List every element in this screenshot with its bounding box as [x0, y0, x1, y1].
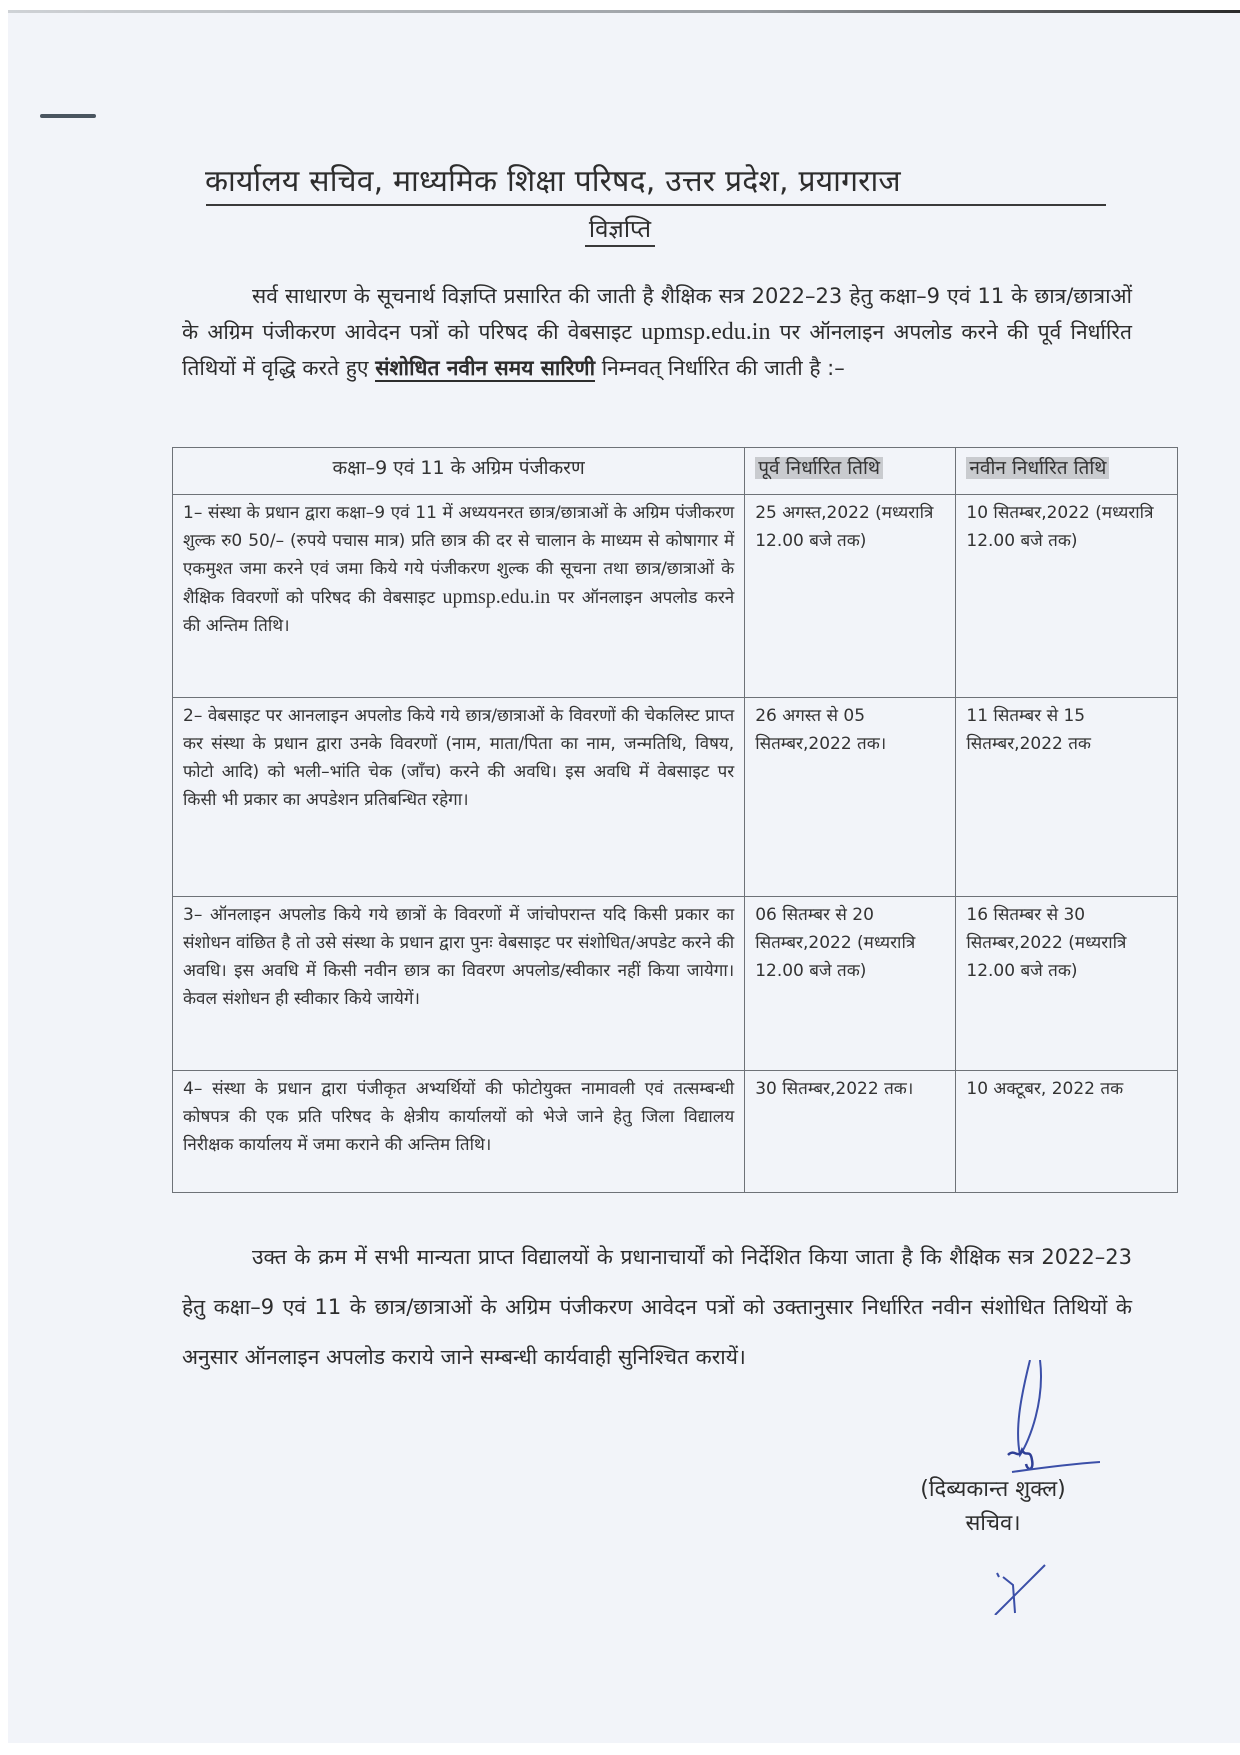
signatory-designation: सचिव।	[965, 1511, 1021, 1536]
header-previous-date: पूर्व निर्धारित तिथि	[745, 448, 956, 495]
closing-text: उक्त के क्रम में सभी मान्यता प्राप्त विद्यालयों के प्रधानाचार्यों को निर्देशित किया जाता है कि शैक्षिक सत्र 2022–23 हेतु कक्षा–9 एवं 11 के छात्र/छात्राओं के अग्रिम पंजीकरण आवेदन पत्रों को उक्तानुसार निर्धारित नवीन संशोधित तिथियों के अनुसार ऑनलाइन अपलोड कराये जाने सम्बन्धी कार्यवाही सुनिश्चित करायें।	[182, 1245, 1132, 1369]
header-registration-activity: कक्षा–9 एवं 11 के अग्रिम पंजीकरण	[173, 448, 745, 495]
scan-top-margin	[0, 0, 1240, 10]
initials-mark-icon	[985, 1555, 1055, 1615]
previous-date-cell: 06 सितम्बर से 20 सितम्बर,2022 (मध्यरात्रि 12.00 बजे तक)	[745, 897, 956, 1071]
table-header-row	[173, 448, 1178, 495]
scan-bottom-margin	[0, 1743, 1240, 1755]
activity-description: 2– वेबसाइट पर आनलाइन अपलोड किये गये छात्र/छात्राओं के विवरणों की चेकलिस्ट प्राप्त कर संस्था के प्रधान द्वारा उनके विवरणों (नाम, माता/पिता का नाम, जन्मतिथि, विषय, फोटो आदि) को भली–भांति चेक (जॉंच) करने की अवधि। इस अवधि में वेबसाइट पर किसी भी प्रकार का अपडेशन प्रतिबन्धित रहेगा।	[173, 698, 745, 897]
notice-heading-text: विज्ञप्ति	[585, 215, 655, 247]
punch-mark	[40, 114, 96, 118]
table-row	[173, 698, 1178, 897]
registration-schedule-table	[172, 447, 1178, 1193]
new-date-cell: 16 सितम्बर से 30 सितम्बर,2022 (मध्यरात्रि 12.00 बजे तक)	[956, 897, 1178, 1071]
new-date-cell: 11 सितम्बर से 15 सितम्बर,2022 तक	[956, 698, 1178, 897]
activity-description: 4– संस्था के प्रधान द्वारा पंजीकृत अभ्यर्थियों की फोटोयुक्त नामावली एवं तत्सम्बन्धी कोषपत्र की एक प्रति परिषद के क्षेत्रीय कार्यालयों को भेजे जाने हेतु जिला विद्यालय निरीक्षक कार्यालय में जमा कराने की अन्तिम तिथि।	[173, 1071, 745, 1193]
notice-heading	[0, 212, 1240, 246]
new-date-cell: 10 सितम्बर,2022 (मध्यरात्रि 12.00 बजे तक)	[956, 495, 1178, 698]
table-row	[173, 495, 1178, 698]
title-underline	[206, 204, 1106, 206]
revised-schedule-label: संशोधित नवीन समय सारिणी	[375, 356, 596, 380]
previous-date-cell: 30 सितम्बर,2022 तक।	[745, 1071, 956, 1193]
previous-date-cell: 25 अगस्त,2022 (मध्यरात्रि 12.00 बजे तक)	[745, 495, 956, 698]
activity-description: 1– संस्था के प्रधान द्वारा कक्षा–9 एवं 11 में अध्ययनरत छात्र/छात्राओं के अग्रिम पंजीकरण शुल्क रु0 50/– (रुपये पचास मात्र) प्रति छात्र की दर से चालान के माध्यम से कोषागार में एकमुश्त जमा करने एवं जमा किये गये पंजीकरण शुल्क की सूचना तथा छात्र/छात्राओं के शैक्षिक विवरणों को परिषद की वेबसाइट upmsp.edu.in पर ऑनलाइन अपलोड करने की अन्तिम तिथि।	[173, 495, 745, 698]
signature-icon	[960, 1360, 1100, 1480]
intro-text-part1: सर्व साधारण के सूचनार्थ विज्ञप्ति प्रसारित की जाती है शैक्षिक सत्र 2022–23 हेतु कक्षा–9 एवं 11 के छात्र/छात्राओं के अग्रिम पंजीकरण आवेदन पत्रों को परिषद की वेबसाइट	[182, 284, 1132, 344]
previous-date-cell: 26 अगस्त से 05 सितम्बर,2022 तक।	[745, 698, 956, 897]
table-row	[173, 897, 1178, 1071]
intro-text-part3: निम्नवत् निर्धारित की जाती है :–	[601, 356, 845, 380]
website-link[interactable]: upmsp.edu.in	[442, 586, 551, 608]
office-title: कार्यालय सचिव, माध्यमिक शिक्षा परिषद, उत्तर प्रदेश, प्रयागराज	[205, 164, 901, 199]
signatory-name: (दिब्यकान्त शुक्ल)	[920, 1477, 1066, 1502]
intro-text-part2: पर ऑनलाइन अपलोड करने की पूर्व निर्धारित तिथियों में वृद्धि करते हुए	[182, 320, 1132, 380]
activity-description: 3– ऑनलाइन अपलोड किये गये छात्रों के विवरणों में जांचोपरान्त यदि किसी प्रकार का संशोधन वांछित है तो उसे संस्था के प्रधान द्वारा पुनः वेबसाइट पर संशोधित/अपडेट करने की अवधि। इस अवधि में किसी नवीन छात्र का विवरण अपलोड/स्वीकार नहीं किया जायेगा। केवल संशोधन ही स्वीकार किये जायेगें।	[173, 897, 745, 1071]
intro-paragraph	[182, 278, 1132, 386]
table-row	[173, 1071, 1178, 1193]
new-date-cell: 10 अक्टूबर, 2022 तक	[956, 1071, 1178, 1193]
header-new-date: नवीन निर्धारित तिथि	[956, 448, 1178, 495]
website-link[interactable]: upmsp.edu.in	[641, 319, 771, 345]
